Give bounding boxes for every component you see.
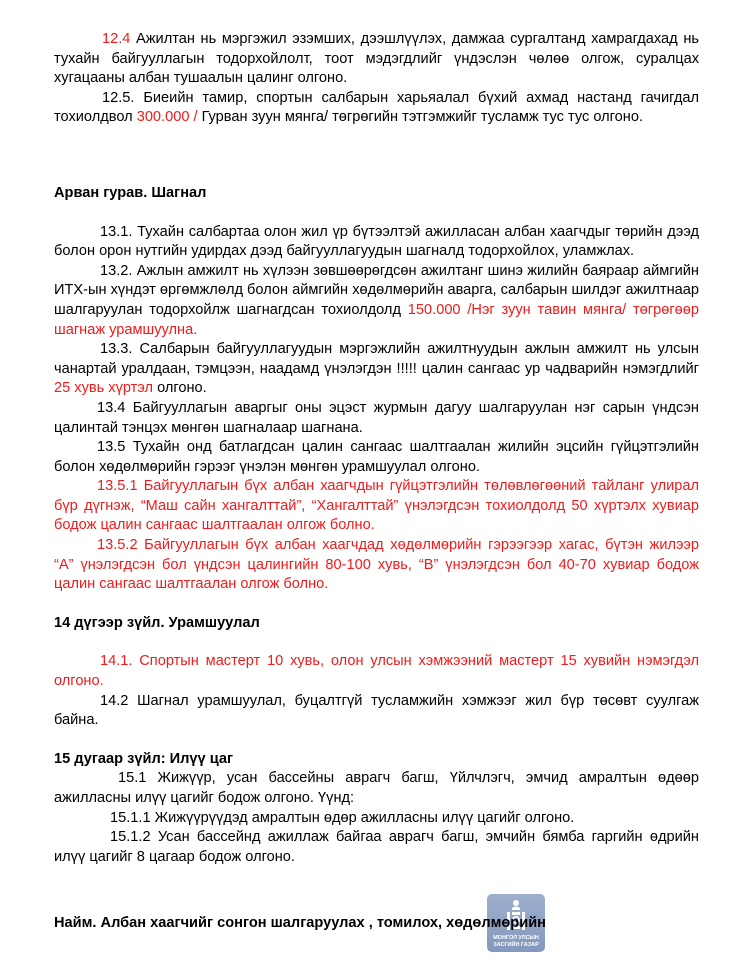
emblem-caption-line1: МОНГОЛ УЛСЫН (493, 935, 539, 941)
clause-12-4 (54, 30, 699, 89)
clause-14-2: 14.2 Шагнал урамшуулал, буцалтгүй тусламжийн хэмжээг жил бүр төсөвт суулгаж байна. (54, 692, 699, 729)
clause-13-3 (54, 340, 699, 399)
clause-12-5-text: 12.5. Биеийн тамир, спортын салбарын харьяалал бүхий ахмад настанд гачигдал тохиолдвол (54, 89, 699, 126)
clause-15-1-2: 15.1.2 Усан бассейнд ажиллаж байгаа аврагч багш, эмчийн бямба гаргийн өдрийн илүү цагийг 8 цагаар бодож олгоно. (54, 829, 699, 865)
section-8-heading: Найм. Албан хаагчийг сонгон шалгаруулах , томилох, хөдөлмөрийн (54, 915, 546, 931)
clause-13-3-percent: 25 хувь хүртэл (54, 380, 154, 397)
clause-15-1: 15.1 Жижүүр, усан бассейны аврагч багш, Үйлчлэгч, эмчид амралтын өдөөр ажилласны илүү цагийг бодож олгоно. Үүнд: (54, 770, 699, 806)
clause-13-2 (54, 262, 699, 340)
clause-13-2-text: 13.2. Ажлын амжилт нь хүлээн зөвшөөрөгдсөн ажилтанг шинэ жилийн баяраар аймгийн ИТХ-ын хүндэт өргөмжлөлд болон аймгийн хөдөлмөрийн аварга, салбарын шилдэг ажилтнаар шалгаруулан тодорхойлж шагнагдсан тохиолдолд (54, 262, 699, 318)
clause-13-5-2: 13.5.2 Байгууллагын бүх албан хаагчдад хөдөлмөрийн гэрээгээр хагас, бүтэн жилээр “А” үнэлэгдсэн бол үндсэн цалингийн 80-100 хувь, “В” үнэлэгдсэн бол 40-70 хувиар бодож цалин сангаас шалтгаалан олгож болно. (54, 537, 699, 593)
section-15-heading: 15 дугаар зүйл: Илүү цаг (54, 750, 234, 767)
clause-12-5 (54, 89, 699, 128)
clause-12-4-number: 12.4 (102, 31, 131, 47)
clause-13-3-end: олгоно. (153, 380, 207, 397)
clause-12-5-amount-words: Гурван зуун мянга/ төгрөгийн тэтгэмжийг тусламж тус тус олгоно. (201, 109, 643, 126)
document-body (54, 30, 699, 867)
clause-12-4-text: Ажилтан нь мэргэжил эзэмших, дээшлүүлэх, дамжаа сургалтанд хамрагдахад нь тухайн байгууллагын тодорхойлолт, тоот мэдэгдлийг үндэслэн чөлөө олгож, суралцах хугацааны албан тушаалын цалинг олгоно. (54, 31, 699, 87)
clause-13-2-amount: 150.000 /Нэг зуун тавин мянга/ төгрөгөөр шагнаж урамшуулна. (54, 301, 699, 338)
clause-13-3-text: 13.3. Салбарын байгууллагуудын мэргэжлийн ажилтнуудын ажлын амжилт нь улсын чанартай уралдаан, тэмцээн, наадамд үнэлэгдэн !!!!! цалин сангаас ур чадварийн нэмэгдлийг (54, 341, 699, 377)
clause-13-1: 13.1. Тухайн салбартаа олон жил үр бүтээлтэй ажилласан албан хаагчдыг төрийн дээд болон орон нутгийн удирдах дээд байгууллагуудын шагналд тодорхойлох, уламжлах. (54, 223, 699, 260)
clause-12-5-amount: 300.000 / (136, 109, 202, 126)
section-14-heading: 14 дүгээр зүйл. Урамшуулал (54, 614, 260, 631)
clause-13-5: 13.5 Тухайн онд батлагдсан цалин сангаас шалтгаалан жилийн эцсийн гүйцэтгэлийн болон хөдөлмөрийн гэрээг үнэлэн мөнгөн урамшуулал олгоно. (54, 439, 699, 475)
clause-13-5-1: 13.5.1 Байгууллагын бүх албан хаагчдын гүйцэтгэлийн төлөвлөгөөний тайланг улирал бүр дүгнэж, “Маш сайн хангалттай”, “Хангалттай” үнэлэгдсэн тохиолдолд 50 хүртэлх хувиар бодож цалин сангаас шалтгаалан олгож болно. (54, 478, 699, 534)
section-13-heading: Арван гурав. Шагнал (54, 184, 207, 201)
emblem-caption-line2: ЗАСГИЙН ГАЗАР (493, 942, 539, 948)
clause-13-4: 13.4 Байгууллагын аваргыг оны эцэст журмын дагуу шалгаруулан нэг сарын үндсэн цалинтай тэнцэх мөнгөн шагналаар шагнана. (54, 399, 699, 436)
clause-14-1: 14.1. Спортын мастерт 10 хувь, олон улсын хэмжээний мастерт 15 хувийн нэмэгдэл олгоно. (54, 653, 699, 690)
clause-15-1-1: 15.1.1 Жижүүрүүдэд амралтын өдөр ажилласны илүү цагийг олгоно. (110, 809, 575, 826)
